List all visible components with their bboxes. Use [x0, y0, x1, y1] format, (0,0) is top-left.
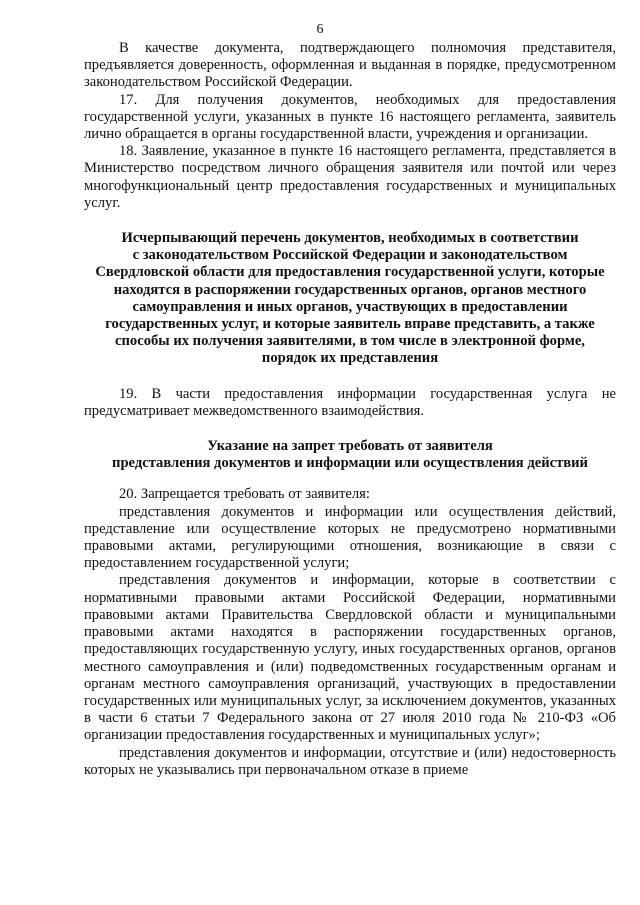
- heading-line: самоуправления и иных органов, участвующих в предоставлении: [132, 298, 568, 315]
- heading-line: государственных услуг, и которые заявитель вправе представить, а также: [105, 316, 595, 333]
- document-body: [84, 40, 616, 779]
- heading-line: с законодательством Российской Федерации и законодательством: [132, 247, 568, 264]
- paragraph-20: 20. Запрещается требовать от заявителя:: [119, 486, 370, 503]
- section-heading-prohibition: [84, 438, 616, 472]
- heading-line: находятся в распоряжении государственных органов, органов местного: [113, 281, 587, 298]
- paragraph-17: 17. Для получения документов, необходимых для предоставления государственной услуги, указанных в пункте 16 настоящего регламента, заявитель лично обращается в органы государственной власти, учреждения и организации.: [84, 91, 616, 143]
- heading-line: способы их получения заявителями, в том числе в электронной форме,: [115, 333, 585, 350]
- paragraph-18: 18. Заявление, указанное в пункте 16 настоящего регламента, представляется в Министерство посредством личного обращения заявителя или почтой или через многофункциональный центр предоставления государственных и муниципальных услуг.: [84, 143, 616, 211]
- paragraph-20-item-3: представления документов и информации, отсутствие и (или) недостоверность которых не указывались при первоначальном отказе в приеме: [84, 744, 616, 778]
- page-number: 6: [316, 22, 324, 37]
- heading-line: порядок их представления: [261, 350, 439, 367]
- heading-line: Свердловской области для предоставления государственной услуги, которые: [95, 264, 605, 281]
- paragraph-20-item-2: представления документов и информации, которые в соответствии с нормативными правовыми актами Российской Федерации, нормативными правовыми актами Правительства Свердловской области и муниципальными правовыми актами находятся в распоряжении государственных органов, предоставляющих государственную услугу, иных государственных органов, органов местного самоуправления и (или) подведомственных государственным органам и органам местного самоуправления организаций, участвующих в предоставлении государственных или муниципальных услуг, за исключением документов, указанных в части 6 статьи 7 Федерального закона от 27 июля 2010 года № 210-ФЗ «Об организации предоставления государственных и муниципальных услуг»;: [84, 572, 616, 744]
- heading-line: представления документов и информации или осуществления действий: [112, 455, 588, 472]
- paragraph-representative-document: В качестве документа, подтверждающего полномочия представителя, предъявляется доверенность, оформленная и выданная в порядке, предусмотренном законодательством Российской Федерации.: [84, 40, 616, 91]
- heading-line: Исчерпывающий перечень документов, необходимых в соответствии: [121, 230, 579, 247]
- paragraph-19: 19. В части предоставления информации государственная услуга не предусматривает межведомственного взаимодействия.: [84, 385, 616, 419]
- heading-line: Указание на запрет требовать от заявителя: [207, 438, 493, 455]
- section-heading-documents-list: [84, 230, 616, 368]
- paragraph-20-item-1: представления документов и информации или осуществления действий, представление или осуществление которых не предусмотрено нормативными правовыми актами, регулирующими отношения, возникающие в связи с предоставлением государственной услуги;: [84, 503, 616, 572]
